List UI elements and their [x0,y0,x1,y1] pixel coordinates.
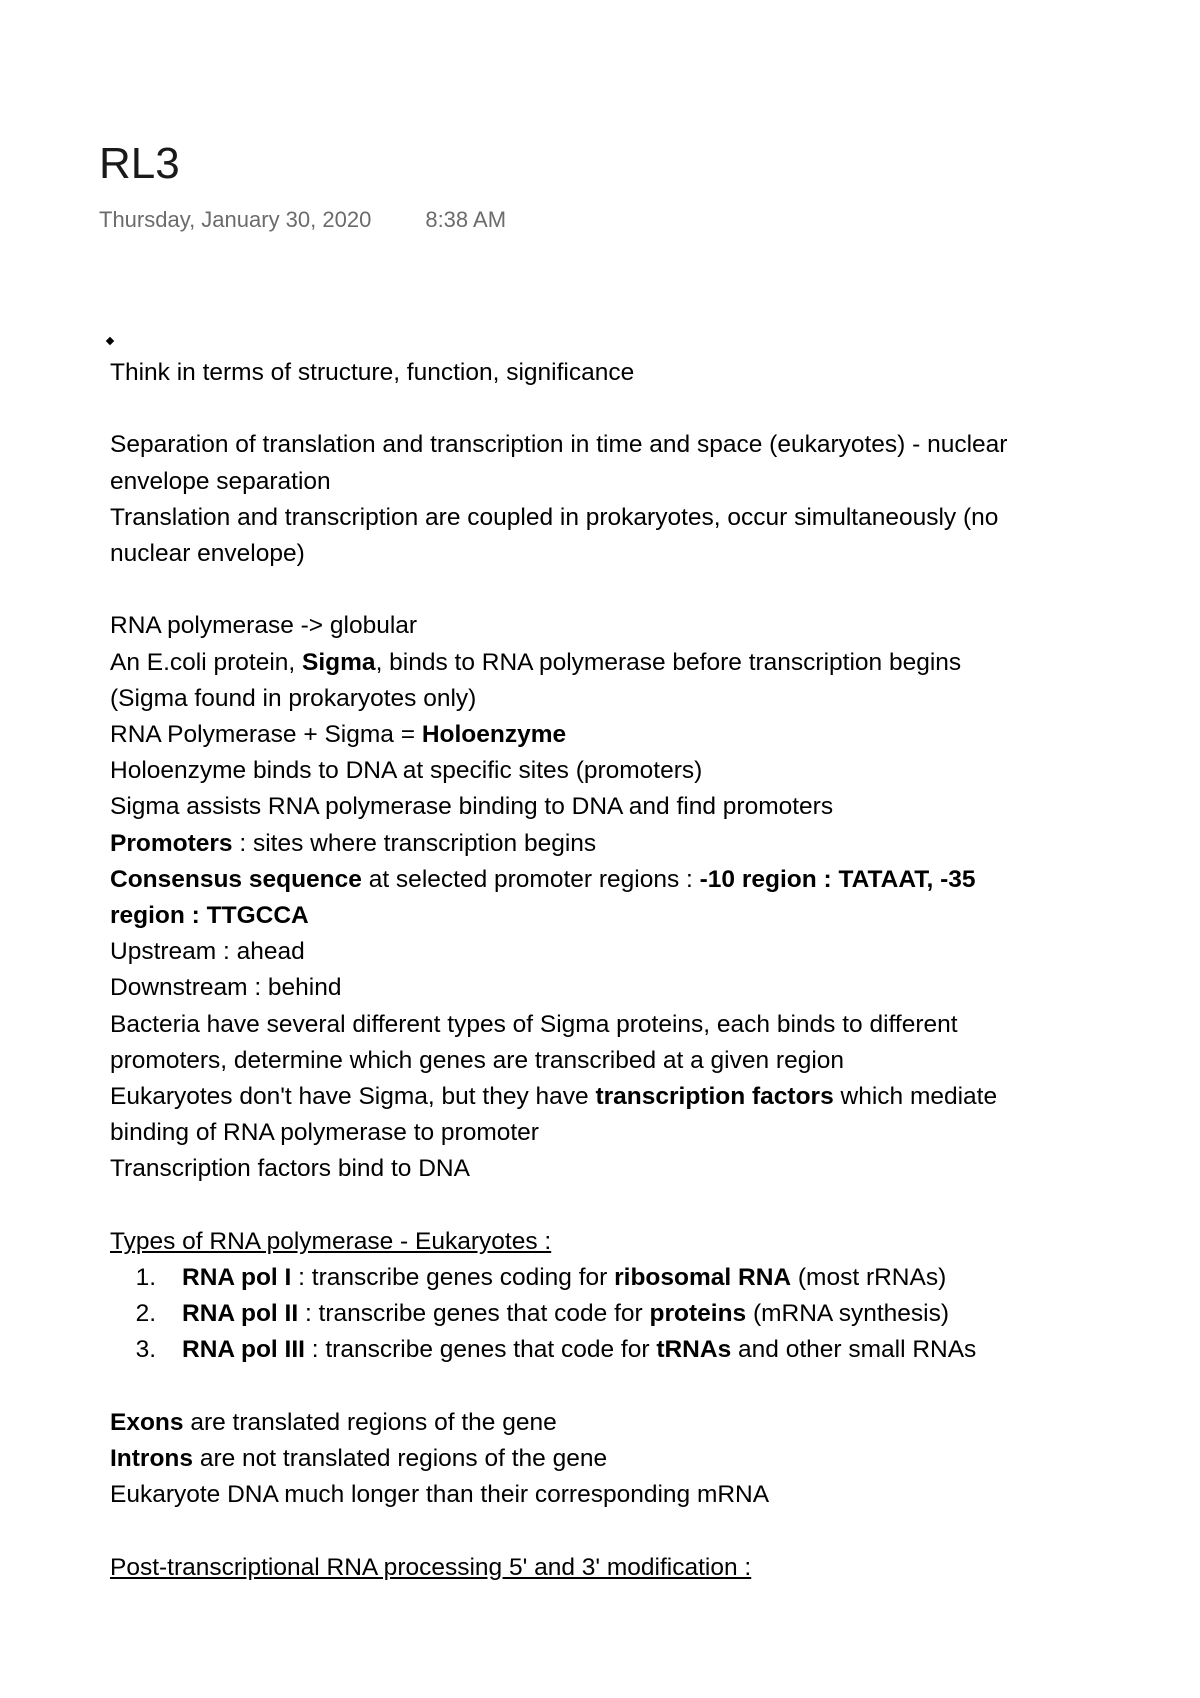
note-line: region : TTGCCA [110,902,309,930]
list-item: 3. RNA pol III : transcribe genes that code for tRNAs and other small RNAs [135,1336,977,1364]
note-line: Eukaryotes don't have Sigma, but they have transcription factors which mediate [110,1083,998,1111]
note-line: RNA polymerase -> globular [110,612,418,640]
note-line: Think in terms of structure, function, significance [110,359,635,386]
page-timestamp [99,206,506,234]
note-line: binding of RNA polymerase to promoter [110,1119,539,1147]
note-line: Holoenzyme binds to DNA at specific sites (promoters) [110,757,703,785]
note-line: Translation and transcription are coupled in prokaryotes, occur simultaneously (no [110,503,999,531]
note-line: envelope separation [110,467,331,495]
note-line: Upstream : ahead [110,938,305,966]
note-line: Downstream : behind [110,974,342,1002]
note-line: RNA Polymerase + Sigma = Holoenzyme [110,721,567,748]
rna-pol-list [110,1260,1120,1369]
page-time: 8:38 AM [425,207,507,232]
note-body[interactable] [110,355,1120,1586]
note-line: (Sigma found in prokaryotes only) [110,684,477,712]
list-item: 2. RNA pol II : transcribe genes that code for proteins (mRNA synthesis) [135,1300,950,1328]
note-line: nuclear envelope) [110,540,305,567]
note-line: Transcription factors bind to DNA [110,1155,470,1183]
bullet-icon [106,337,114,345]
note-line: promoters, determine which genes are transcribed at a given region [110,1046,845,1074]
note-line: Bacteria have several different types of Sigma proteins, each binds to different [110,1010,958,1038]
page-title: RL3 [99,139,180,188]
note-line: Exons are translated regions of the gene [110,1408,557,1436]
section-heading-rna-pol-types: Types of RNA polymerase - Eukaryotes : [110,1227,552,1255]
note-line: Sigma assists RNA polymerase binding to DNA and find promoters [110,793,834,821]
note-line: An E.coli protein, Sigma, binds to RNA polymerase before transcription begins [110,648,962,676]
note-line: Separation of translation and transcription in time and space (eukaryotes) - nuclear [110,431,1008,459]
note-line: Introns are not translated regions of the gene [110,1444,608,1472]
list-item: 1. RNA pol I : transcribe genes coding for ribosomal RNA (most rRNAs) [135,1264,947,1292]
note-line: Promoters : sites where transcription begins [110,829,597,857]
section-heading-post-transcriptional: Post-transcriptional RNA processing 5' and 3' modification : [110,1553,752,1581]
page-date: Thursday, January 30, 2020 [99,207,372,232]
note-line: Consensus sequence at selected promoter regions : -10 region : TATAAT, -35 [110,865,976,893]
note-line: Eukaryote DNA much longer than their corresponding mRNA [110,1481,770,1509]
